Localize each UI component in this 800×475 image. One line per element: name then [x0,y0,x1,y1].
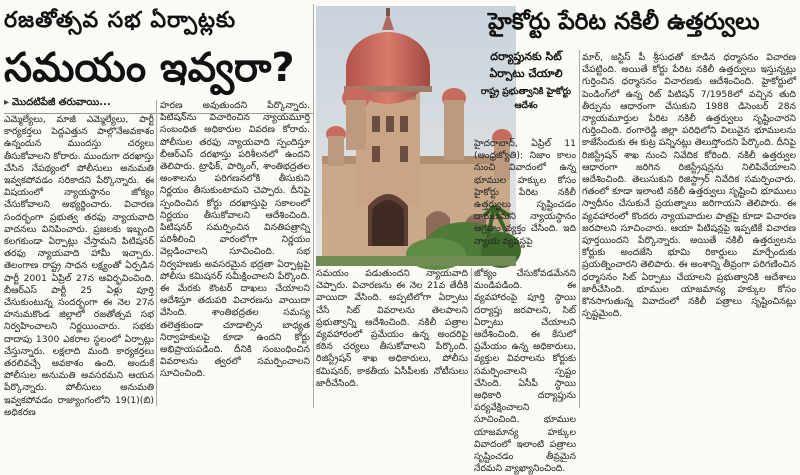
left-article-column-1: ఎమ్మెల్యేలు, మాజీ ఎమ్మెల్యేలు, పార్టీ కార్యకర్తలు పెద్దఎత్తున పాల్గొనేఅవకాశం ఉన్నందున ముందస్తు చర్యలు తీసుకోవాలని కోరారు. ముందుగా దరఖాస్తు చేసిన నేపథ్యంలో పోలీసులు అనుమతి ఇవ్వకపోవడం సరికాదని పేర్కొన్నారు. ఈ విషయంలో న్యాయస్థానం జోక్యం చేసుకోవాలని అభ్యర్థించారు. విచారణ సందర్భంగా ప్రభుత్వ తరఫు న్యాయవాది వాదనలు వినిపించారు. ప్రజలకు ఇబ్బంది కలగకుండా ఏర్పాట్లు చేస్తామని పిటిషనర్ తరఫు న్యాయవాది హామీ ఇచ్చారు. తెలంగాణ రాష్ట్ర సాధన లక్ష్యంతో ఏర్పడిన పార్టీ 2001 ఏప్రిల్ 27న ఆవిర్భవించింది. బీఆర్ఎస్ పార్టీ 25 ఏళ్లు పూర్తి చేసుకుంటున్న సందర్భంగా ఈ నెల 27న హనుమకొండ జిల్లాలో రజతోత్సవ సభ నిర్వహించాలని నిర్ణయించారు. సభకు దాదాపు 1300 ఎకరాల స్థలంలో ఏర్పాట్లు చేస్తున్నారు. లక్షలాది మంది కార్యకర్తలు తరలివచ్చే అవకాశం ఉంది. అందుకే పోలీసుల అనుమతి అవసరమని ఆయన పేర్కొన్నారు. పోలీసులు అనుమతి ఇవ్వకపోవడం రాజ్యాంగంలోని 19(1)(బి) అధికరణ [4,114,154,418]
right-headline-text: హైకోర్టు పేరిట నకిలీ ఉత్తర్వులు [488,9,760,35]
column-divider [156,100,157,406]
article-divider [313,4,314,408]
right-article-column-a: హైదరాబాద్, ఏప్రిల్ 11 (ఆంధ్రజ్యోతి): నిజాం కాలం నుంచి వివాదంలో ఉన్న భూముల హక్కుల కోసం హైకోర్టు పేరిట నకిలీ ఉత్తర్వులు సృష్టించడం దారుణమని న్యాయస్థానం ఆగ్రహం వ్యక్తం చేసింది. ఇది న్యాయ వ్యవస్థపై [474,138,576,247]
subhead-2: రాష్ట్ర ప్రభుత్వానికి హైకోర్టు ఆదేశం [480,87,572,111]
chevron-right-icon: ▸ [4,97,10,108]
column-divider [471,268,472,408]
left-headline [4,0,310,94]
left-article-column-2: హరణ అవుతుందని పేర్కొన్నారు. పిటిషన్‌ను విచారించిన న్యాయమూర్తి సంబంధిత అధికారుల వివరణ కోరారు. పోలీసుల తరఫు న్యాయవాది స్పందిస్తూ బీఆర్ఎస్ దరఖాస్తు పరిశీలనలో ఉందని తెలిపారు. ట్రాఫిక్, పార్కింగ్, శాంతిభద్రతల అంశాలను పరిగణనలోకి తీసుకుని నిర్ణయం తీసుకుంటామని చెప్పారు. దీనిపై స్పందించిన కోర్టు దరఖాస్తుపై సకాలంలో నిర్ణయం తీసుకోవాలని ఆదేశించింది. పిటిషనర్ సమర్పించిన వినతిపత్రాన్ని పరిశీలించి వారంలోగా నిర్ణయం వెల్లడించాలని సూచించింది. సభ నిర్వహణకు అవసరమైన భద్రతా ఏర్పాట్లపై పోలీసు కమిషనర్ సమీక్షించాలని పేర్కొంది. ఈ మేరకు కౌంటర్ దాఖలు చేయాలని ఆదేశిస్తూ తదుపరి విచారణను వాయిదా వేసింది. శాంతిభద్రతల సమస్య తలెత్తకుండా చూడాల్సిన బాధ్యత నిర్వాహకులపై కూడా ఉందని కోర్టు అభిప్రాయపడింది. దీనికి సంబంధించిన వివరాలను త్వరలో సమర్పించాలని సూచించింది. [160,100,310,380]
left-headline-line1: రజతోత్సవ సభ ఏర్పాట్లకు [4,8,237,33]
column-divider [579,50,580,408]
right-article-column-d: మార్, జస్టిస్ పీ శ్రీసుధతో కూడిన ధర్మాసనం విచారణ చేపట్టింది. అయితే కోర్టు పేరిట నకిలీ ఉత్తర్వులు ఇస్తున్నట్లు గుర్తించిన ధర్మాసనం విచారణకు ఆదేశించింది. హైకోర్టులో పెండింగ్‌లో ఉన్న రిట్ పిటిషన్ 7/1958లో వచ్చిన తుది తీర్పును ఆధారంగా చేసుకుని 1988 డిసెంబర్ 28న న్యాయమూర్తుల పేరిట నకిలీ ఉత్తర్వులు సృష్టించారని గుర్తించింది. రంగారెడ్డి జిల్లా పరిధిలోని విలువైన భూములను కాజేసేందుకు ఈ కుట్ర పన్నినట్లు తెలుస్తోందని పేర్కొంది. దీనిపై రిజిస్ట్రేషన్ శాఖ నుంచి నివేదిక కోరింది. నకిలీ ఉత్తర్వుల ఆధారంగా జరిగిన రిజిస్ట్రేషన్లను నిలిపివేయాలని ఆదేశించింది. తెలుసుకుని రిజిస్ట్రార్ నివేదిక సమర్పించారు. గతంలో కూడా ఇలాంటి నకిలీ ఉత్తర్వులు సృష్టించి భూములు స్వాధీనం చేసుకునే ప్రయత్నాలు జరిగాయని తెలిపారు. ఈ వ్యవహారంలో కొందరు న్యాయవాదుల పాత్రపై కూడా విచారణ జరపాలని సూచించారు. ఆయా పిటిషన్లపై ఇప్పటికే విచారణ పూర్తయిందని పేర్కొన్నారు. అయితే నకిలీ ఉత్తర్వులను కోర్టుకు అందజేసి భూమి రికార్డులు మార్చేందుకు ప్రయత్నించారని తెలిపారు. ఈ అంశాన్ని తీవ్రంగా పరిగణించిన ధర్మాసనం సిట్ ఏర్పాటు చేయాలని ప్రభుత్వానికి ఆదేశాలు జారీచేసింది. భూముల యాజమాన్య హక్కుల కోసం కొనసాగుతున్న వివాదంలో నకిలీ పత్రాలు సృష్టించినట్లు స్పష్టమైంది. [582,52,796,320]
right-subheads [474,48,578,113]
right-article-column-b: సమయం పడుతుందని న్యాయవాది చెప్పారు. విచారణను ఈ నెల 21వ తేదీకి వాయిదా వేసింది. అప్పటిలోగా ఏర్పాటు చేసే సిట్ వివరాలను తెలపాలని ప్రభుత్వాన్ని ఆదేశించింది. నకిలీ పత్రాల వ్యవహారంలో ప్రమేయం ఉన్న అందరిపై కఠిన చర్యలు తీసుకోవాలని పేర్కొంది. రిజిస్ట్రేషన్ శాఖ అధికారులు, పోలీసు కమిషనర్, కాకతీయ ఏసీపీలకు నోటీసులు జారీచేసింది. [316,268,468,389]
right-headline [488,0,798,44]
kicker-text: మొదటిపేజీ తరువాయి... [12,97,111,108]
subhead: దర్యాప్తునకు సిట్ ఏర్పాటు చేయాలి [489,50,563,80]
left-headline-line2: సమయం ఇవ్వరా? [4,45,295,91]
right-article-column-c: జోక్యం చేసుకోవడమేనని మండిపడింది. ఈ వ్యవహారంపై పూర్తి స్థాయి దర్యాప్తు జరపాలని, సిట్ ఏర్పాటు చేయాలని ఆదేశించింది. ఈ కేసులో ప్రమేయం ఉన్న అధికారులు, వ్యక్తుల వివరాలను కోర్టుకు సమర్పించాలని స్పష్టం చేసింది. ఏసీపీ స్థాయి అధికారి దర్యాప్తును పర్యవేక్షించాలని సూచించింది. భూముల యాజమాన్య హక్కుల వివాదంలో ఇలాంటి పత్రాలు సృష్టించడం తీవ్రమైన నేరమని వ్యాఖ్యానించింది. [474,268,576,475]
